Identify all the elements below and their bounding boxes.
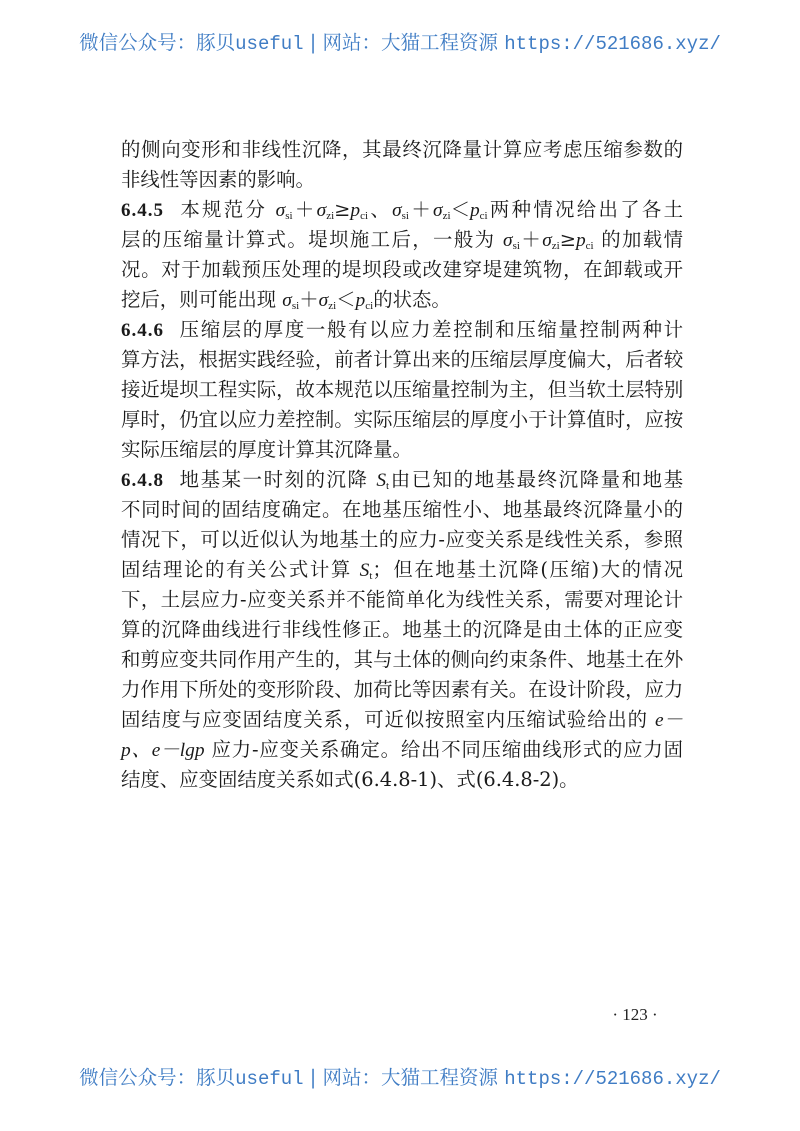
- text: 挖后，则可能出现: [121, 288, 283, 311]
- text: 应力-应变关系确定。给出不同压缩曲线形式的应力固: [204, 738, 684, 761]
- text: 固结度与应变固结度关系，可近似按照室内压缩试验给出的: [121, 708, 655, 731]
- plus: ＋: [409, 198, 434, 221]
- formula-sigma-zi: $\sigma_{zi}$: [542, 230, 560, 252]
- watermark-prefix: 微信公众号：豚贝: [79, 31, 236, 54]
- formula-s-t: $S_t$: [359, 560, 373, 582]
- geq: ≥: [334, 198, 351, 221]
- plus: ＋: [292, 198, 317, 221]
- sep: 、: [368, 198, 393, 221]
- text: 两种情况给出了各土: [487, 198, 684, 221]
- body-line: 下，土层应力-应变关系并不能简单化为线性关系，需要对理论计: [121, 588, 683, 611]
- formula-p-e-lgp: p、e－lgp: [121, 740, 205, 761]
- watermark-account: useful: [235, 33, 304, 55]
- body-line: 接近堤坝工程实际，故本规范以压缩量控制为主，但当软土层特别: [121, 378, 684, 401]
- body-line: 力作用下所处的变形阶段、加荷比等因素有关。在设计阶段，应力: [121, 678, 684, 701]
- body-line: 不同时间的固结度确定。在地基压缩性小、地基最终沉降量小的: [121, 498, 683, 521]
- formula-sigma-si: $\sigma_{si}$: [503, 230, 520, 252]
- body-line: 和剪应变共同作用产生的，其与土体的侧向约束条件、地基土在外: [121, 648, 684, 671]
- lt: ＜: [450, 198, 470, 221]
- section-6-4-6: [121, 315, 683, 345]
- text: ；但在地基土沉降(压缩)大的情况: [372, 558, 683, 581]
- watermark-header: [0, 27, 800, 55]
- lt: ＜: [336, 288, 356, 311]
- formula-sigma-zi: $\sigma_{zi}$: [318, 290, 337, 312]
- formula-p-ci: $p_{ci}$: [355, 290, 374, 312]
- body-line: 厚时，仍宜以应力差控制。实际压缩层的厚度小于计算值时，应按: [121, 408, 684, 431]
- section-6-4-5: [121, 195, 683, 225]
- formula-sigma-si: $\sigma_{si}$: [275, 200, 293, 222]
- text: 本规范分: [178, 198, 276, 221]
- body-line: 非线性等因素的影响。: [121, 168, 315, 191]
- body-line: 的侧向变形和非线性沉降，其最终沉降量计算应考虑压缩参数的: [121, 138, 683, 161]
- watermark-url: https://521686.xyz/: [504, 1068, 721, 1090]
- body-line: [121, 285, 683, 315]
- plus: ＋: [519, 228, 543, 251]
- body-line: 况。对于加载预压处理的堤坝段或改建穿堤建筑物，在卸载或开: [121, 258, 683, 281]
- watermark-footer: [0, 1062, 800, 1090]
- geq: ≥: [559, 228, 576, 251]
- formula-p-ci: $p_{ci}$: [469, 200, 488, 222]
- body-line: [121, 735, 683, 765]
- formula-e-minus: e－: [655, 710, 683, 731]
- watermark-prefix: 微信公众号：豚贝: [79, 1066, 236, 1089]
- watermark-site-label: 网站：大猫工程资源: [322, 31, 505, 54]
- body-line: 结度、应变固结度关系如式(6.4.8-1)、式(6.4.8-2)。: [121, 768, 579, 791]
- formula-p-ci: $p_{ci}$: [575, 230, 594, 252]
- body-line: [121, 705, 683, 735]
- text: 的状态。: [373, 288, 451, 311]
- watermark-url: https://521686.xyz/: [504, 33, 721, 55]
- section-number: 6.4.5: [121, 200, 164, 221]
- text: 的加载情: [593, 228, 684, 251]
- text: 层的压缩量计算式。堤坝施工后，一般为: [121, 228, 504, 251]
- page-number: · 123 ·: [612, 1005, 658, 1024]
- text: 固结理论的有关公式计算: [121, 558, 360, 581]
- section-6-4-8: [121, 465, 683, 495]
- section-number: 6.4.6: [121, 320, 164, 341]
- body-line: 情况下，可以近似认为地基土的应力-应变关系是线性关系，参照: [121, 528, 683, 551]
- formula-sigma-si: $\sigma_{si}$: [282, 290, 300, 312]
- body-line: 实际压缩层的厚度计算其沉降量。: [121, 438, 412, 461]
- watermark-site-label: 网站：大猫工程资源: [322, 1066, 505, 1089]
- plus: ＋: [299, 288, 319, 311]
- watermark-separator: |: [303, 1066, 323, 1089]
- page-body: [121, 135, 683, 795]
- text: 地基某一时刻的沉降: [178, 468, 377, 491]
- formula-p-ci: $p_{ci}$: [350, 200, 369, 222]
- formula-sigma-si: $\sigma_{si}$: [392, 200, 409, 222]
- body-line: [121, 225, 683, 255]
- text: 由已知的地基最终沉降量和地基: [389, 468, 684, 491]
- formula-sigma-zi: $\sigma_{zi}$: [316, 200, 335, 222]
- text: 压缩层的厚度一般有以应力差控制和压缩量控制两种计: [178, 318, 683, 341]
- formula-sigma-zi: $\sigma_{zi}$: [433, 200, 451, 222]
- section-number: 6.4.8: [121, 470, 164, 491]
- watermark-account: useful: [235, 1068, 304, 1090]
- body-line: [121, 555, 683, 585]
- body-line: 算方法，根据实践经验，前者计算出来的压缩层厚度偏大，后者较: [121, 348, 684, 371]
- watermark-separator: |: [303, 31, 323, 54]
- formula-s-t: $S_t$: [376, 470, 390, 492]
- body-line: 算的沉降曲线进行非线性修正。地基土的沉降是由土体的正应变: [121, 618, 683, 641]
